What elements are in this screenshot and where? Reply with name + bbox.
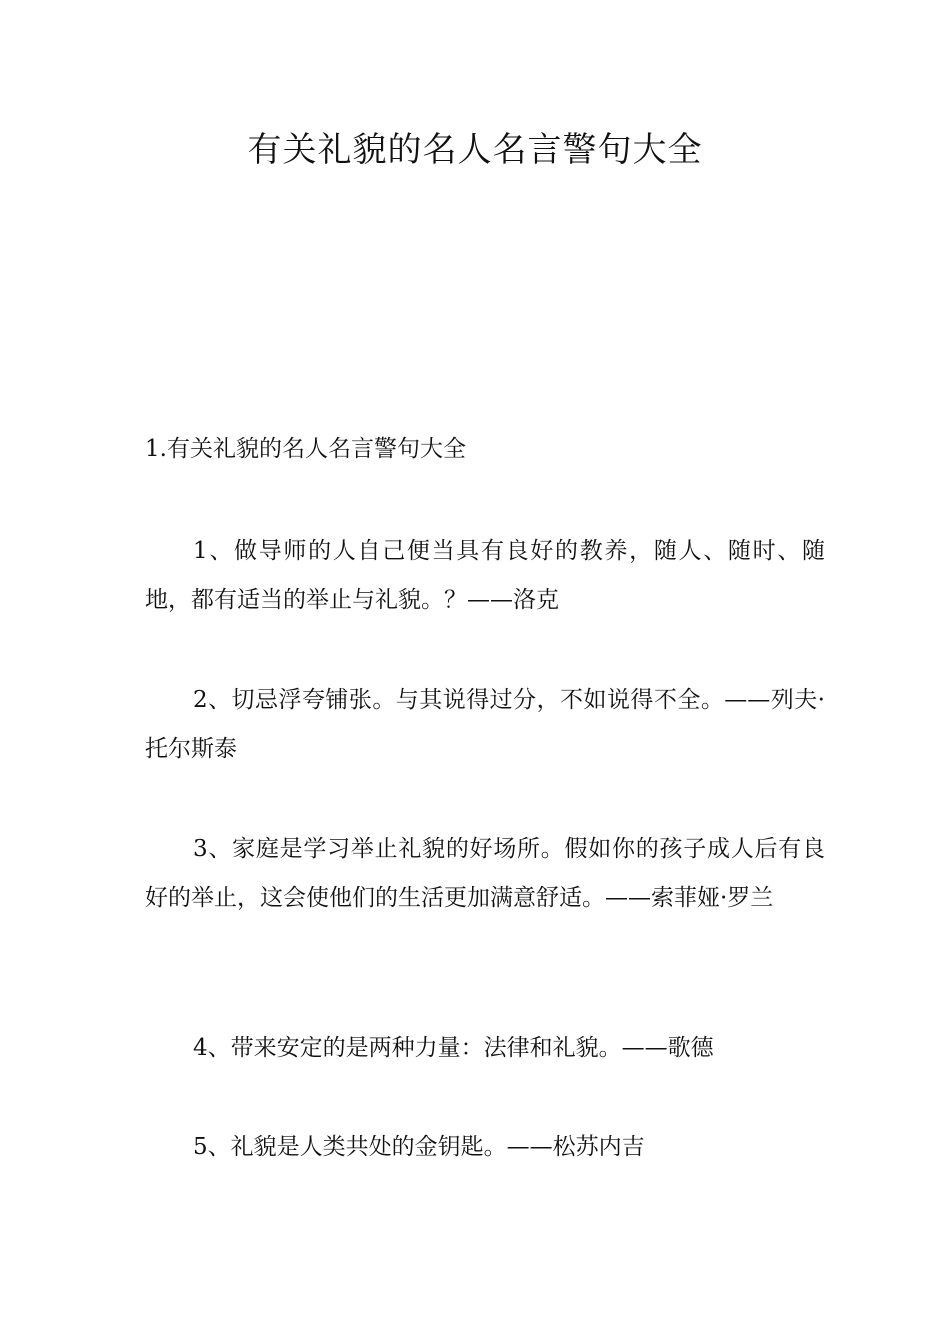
quote-paragraph-1: 1、做导师的人自己便当具有良好的教养，随人、随时、随地，都有适当的举止与礼貌。？——洛克 (145, 538, 825, 613)
document-title: 有关礼貌的名人名言警句大全 (247, 130, 703, 170)
section-heading: 1.有关礼貌的名人名言警句大全 (145, 436, 466, 462)
quote-paragraph-2: 2、切忌浮夸铺张。与其说得过分，不如说得不全。——列夫·托尔斯泰 (145, 687, 825, 762)
quote-paragraph-4: 4、带来安定的是两种力量：法律和礼貌。——歌德 (193, 1035, 714, 1061)
quote-paragraph-3: 3、家庭是学习举止礼貌的好场所。假如你的孩子成人后有良好的举止，这会使他们的生活更加满意舒适。——索菲娅·罗兰 (145, 836, 825, 911)
quote-paragraph-5: 5、礼貌是人类共处的金钥匙。——松苏内吉 (193, 1134, 645, 1160)
